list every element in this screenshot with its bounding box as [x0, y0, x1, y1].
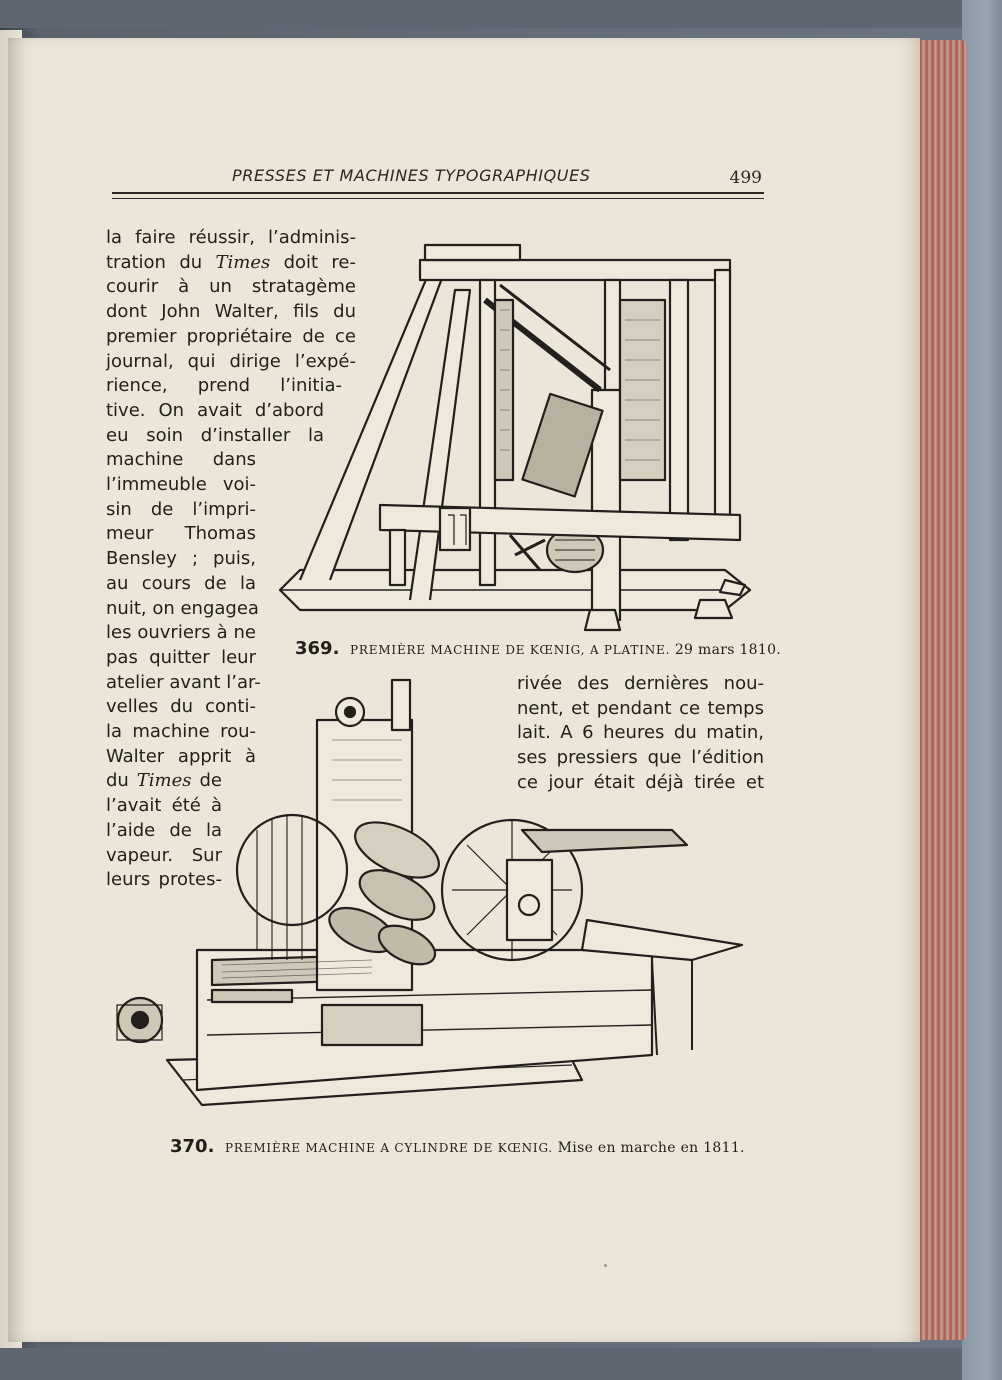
text-line: premier propriétaire de ce [106, 325, 356, 347]
text-line: au cours de la [106, 572, 256, 594]
text-line: journal, qui dirige l’expé- [106, 350, 356, 372]
text-line: pas quitter leur [106, 646, 256, 668]
text-line: machine dans [106, 449, 256, 471]
figure-caption-date: Mise en marche en 1811. [557, 1140, 745, 1156]
text-line: vapeur. Sur [106, 844, 222, 866]
text-line: ce jour était déjà tirée et [517, 771, 764, 793]
ink-speck [604, 1264, 607, 1267]
text-line: meur Thomas [106, 523, 256, 545]
figure-number: 369. [295, 638, 340, 659]
journal-title-italic: Times [215, 251, 271, 273]
figure-caption-date: 29 mars 1810. [674, 642, 782, 658]
text-line: l’avait été à [106, 795, 222, 817]
figure-370-cylinder-press-engraving [112, 660, 762, 1140]
text-line: du Times de [106, 770, 222, 792]
figure-caption-text: PREMIÈRE MACHINE A CYLINDRE DE KŒNIG. [225, 1141, 554, 1155]
text-line: sin de l’impri- [106, 498, 256, 520]
header-rule-thin [112, 198, 764, 199]
text-line: ses pressiers que l’édition [517, 747, 764, 769]
page-number: 499 [729, 168, 762, 188]
figure-number: 370. [170, 1136, 215, 1157]
figure-369-platen-press-engraving [270, 240, 770, 640]
text-line: tration du Times doit re- [106, 251, 356, 273]
book-cover-edge [962, 0, 1002, 1380]
text-line: Bensley ; puis, [106, 548, 256, 570]
text-line: la faire réussir, l’adminis- [106, 227, 356, 248]
text-line: la machine rou- [106, 721, 256, 743]
figure-caption-text: PREMIÈRE MACHINE DE KŒNIG, A PLATINE. [350, 643, 671, 657]
text-line: rivée des dernières nou- [517, 673, 764, 694]
running-title: PRESSES ET MACHINES TYPOGRAPHIQUES [232, 166, 591, 185]
journal-title-italic: Times [136, 770, 192, 792]
figure-370-caption [170, 1136, 745, 1157]
text-line: Walter apprit à [106, 745, 256, 767]
header-rule-thick [112, 192, 764, 194]
running-header [112, 160, 764, 200]
text-line: velles du conti- [106, 696, 256, 718]
text-line: tive. On avait d’abord [106, 399, 324, 421]
text-line: dont John Walter, fils du [106, 301, 356, 323]
text-line: l’immeuble voi- [106, 474, 256, 496]
text-line: courir à un stratagème [106, 276, 356, 298]
text-line: rience, prend l’initia- [106, 375, 342, 397]
text-line: l’aide de la [106, 819, 222, 841]
text-line: nent, et pendant ce temps [517, 697, 764, 719]
figure-369-caption [295, 638, 781, 659]
text-line: lait. A 6 heures du matin, [517, 722, 764, 744]
text-line: leurs protes- [106, 869, 222, 891]
text-line: eu soin d’installer la [106, 424, 324, 446]
text-line: les ouvriers à ne [106, 622, 256, 644]
text-line: nuit, on engagea [106, 597, 259, 619]
text-line: atelier avant l’ar- [106, 671, 261, 693]
